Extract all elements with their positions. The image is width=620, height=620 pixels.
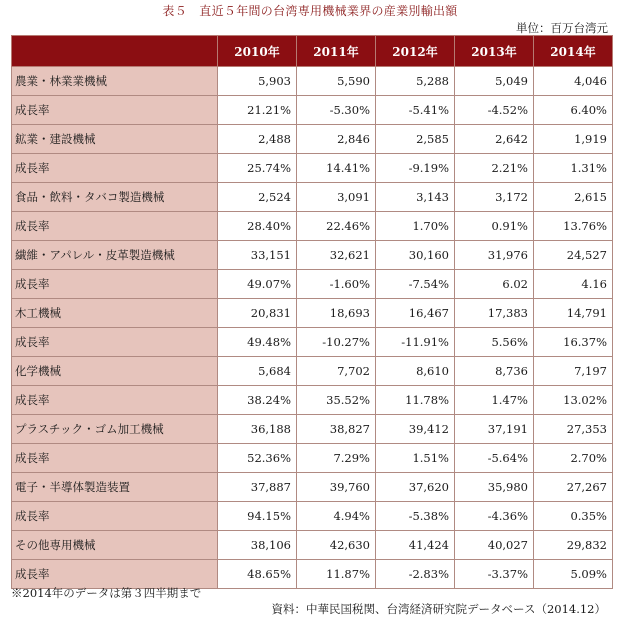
row-label-cell: 化学機械 [12, 357, 218, 386]
header-year-cell: 2013年 [455, 36, 534, 67]
value-cell: 35,980 [455, 473, 534, 502]
unit-label: 単位：百万台湾元 [516, 21, 608, 35]
value-cell: 41,424 [376, 531, 455, 560]
row-label-cell: 成長率 [12, 270, 218, 299]
value-cell: 38,106 [218, 531, 297, 560]
value-cell: -11.91% [376, 328, 455, 357]
value-cell: 37,887 [218, 473, 297, 502]
value-cell: 27,267 [534, 473, 613, 502]
value-cell: -5.64% [455, 444, 534, 473]
value-cell: 32,621 [297, 241, 376, 270]
table-row [12, 96, 613, 125]
row-label-cell: 鉱業・建設機械 [12, 125, 218, 154]
value-cell: 1.51% [376, 444, 455, 473]
row-label-cell: 成長率 [12, 444, 218, 473]
table-row [12, 444, 613, 473]
value-cell: 2,585 [376, 125, 455, 154]
row-label-cell: 繊維・アパレル・皮革製造機械 [12, 241, 218, 270]
value-cell: 11.87% [297, 560, 376, 589]
table-row [12, 473, 613, 502]
value-cell: 2,615 [534, 183, 613, 212]
value-cell: 5,049 [455, 67, 534, 96]
value-cell: 4.16 [534, 270, 613, 299]
value-cell: 40,027 [455, 531, 534, 560]
value-cell: 5,590 [297, 67, 376, 96]
export-table [11, 35, 613, 589]
value-cell: 37,620 [376, 473, 455, 502]
row-label-cell: 成長率 [12, 328, 218, 357]
table-row [12, 531, 613, 560]
row-label-cell: その他専用機械 [12, 531, 218, 560]
value-cell: 36,188 [218, 415, 297, 444]
table-row [12, 154, 613, 183]
value-cell: 42,630 [297, 531, 376, 560]
value-cell: -3.37% [455, 560, 534, 589]
value-cell: 3,143 [376, 183, 455, 212]
row-label-cell: 成長率 [12, 560, 218, 589]
value-cell: 49.07% [218, 270, 297, 299]
value-cell: 5,903 [218, 67, 297, 96]
value-cell: 1,919 [534, 125, 613, 154]
row-label-cell: 木工機械 [12, 299, 218, 328]
value-cell: 2,488 [218, 125, 297, 154]
row-label-cell: 電子・半導体製造装置 [12, 473, 218, 502]
table-row [12, 241, 613, 270]
value-cell: -2.83% [376, 560, 455, 589]
value-cell: 4.94% [297, 502, 376, 531]
table-row [12, 270, 613, 299]
value-cell: 38.24% [218, 386, 297, 415]
table-title: 表５ 直近５年間の台湾専用機械業界の産業別輸出額 [162, 4, 458, 18]
row-label-cell: 成長率 [12, 212, 218, 241]
table-row [12, 299, 613, 328]
value-cell: 94.15% [218, 502, 297, 531]
value-cell: 2,846 [297, 125, 376, 154]
value-cell: 52.36% [218, 444, 297, 473]
value-cell: 2,524 [218, 183, 297, 212]
value-cell: 7,702 [297, 357, 376, 386]
table-row [12, 357, 613, 386]
value-cell: 4,046 [534, 67, 613, 96]
value-cell: 0.35% [534, 502, 613, 531]
value-cell: -4.52% [455, 96, 534, 125]
value-cell: -5.30% [297, 96, 376, 125]
value-cell: 38,827 [297, 415, 376, 444]
value-cell: 24,527 [534, 241, 613, 270]
header-row [12, 36, 613, 67]
table-row [12, 415, 613, 444]
value-cell: 39,412 [376, 415, 455, 444]
value-cell: 13.02% [534, 386, 613, 415]
value-cell: 35.52% [297, 386, 376, 415]
value-cell: 8,610 [376, 357, 455, 386]
value-cell: 39,760 [297, 473, 376, 502]
row-label-cell: 成長率 [12, 502, 218, 531]
value-cell: 21.21% [218, 96, 297, 125]
footnote: ※2014年のデータは第３四半期まで [11, 586, 202, 600]
row-label-cell: 農業・林業業機械 [12, 67, 218, 96]
value-cell: -9.19% [376, 154, 455, 183]
value-cell: 2,642 [455, 125, 534, 154]
value-cell: 1.47% [455, 386, 534, 415]
value-cell: 20,831 [218, 299, 297, 328]
value-cell: -5.41% [376, 96, 455, 125]
value-cell: 48.65% [218, 560, 297, 589]
header-corner-cell [12, 36, 218, 67]
value-cell: 5.09% [534, 560, 613, 589]
value-cell: 1.70% [376, 212, 455, 241]
table-row [12, 328, 613, 357]
value-cell: -1.60% [297, 270, 376, 299]
table-row [12, 125, 613, 154]
value-cell: 11.78% [376, 386, 455, 415]
source-note: 資料：中華民国税関、台湾経済研究院データベース（2014.12） [271, 602, 606, 616]
value-cell: 31,976 [455, 241, 534, 270]
table-row [12, 502, 613, 531]
value-cell: 16,467 [376, 299, 455, 328]
value-cell: 5.56% [455, 328, 534, 357]
value-cell: 14.41% [297, 154, 376, 183]
header-year-cell: 2011年 [297, 36, 376, 67]
value-cell: 7,197 [534, 357, 613, 386]
value-cell: 2.21% [455, 154, 534, 183]
table-row [12, 212, 613, 241]
row-label-cell: プラスチック・ゴム加工機械 [12, 415, 218, 444]
value-cell: 5,684 [218, 357, 297, 386]
table-row [12, 67, 613, 96]
value-cell: 8,736 [455, 357, 534, 386]
value-cell: 2.70% [534, 444, 613, 473]
header-year-cell: 2014年 [534, 36, 613, 67]
value-cell: 18,693 [297, 299, 376, 328]
table-row [12, 183, 613, 212]
row-label-cell: 成長率 [12, 386, 218, 415]
value-cell: 29,832 [534, 531, 613, 560]
header-year-cell: 2010年 [218, 36, 297, 67]
value-cell: 25.74% [218, 154, 297, 183]
value-cell: 7.29% [297, 444, 376, 473]
value-cell: 6.40% [534, 96, 613, 125]
value-cell: 1.31% [534, 154, 613, 183]
value-cell: 33,151 [218, 241, 297, 270]
value-cell: 28.40% [218, 212, 297, 241]
value-cell: -5.38% [376, 502, 455, 531]
row-label-cell: 食品・飲料・タバコ製造機械 [12, 183, 218, 212]
value-cell: 16.37% [534, 328, 613, 357]
table-body [12, 67, 613, 589]
value-cell: -7.54% [376, 270, 455, 299]
value-cell: 37,191 [455, 415, 534, 444]
value-cell: 27,353 [534, 415, 613, 444]
value-cell: 3,091 [297, 183, 376, 212]
value-cell: 13.76% [534, 212, 613, 241]
value-cell: -10.27% [297, 328, 376, 357]
value-cell: 3,172 [455, 183, 534, 212]
value-cell: 30,160 [376, 241, 455, 270]
table-row [12, 386, 613, 415]
header-year-cell: 2012年 [376, 36, 455, 67]
value-cell: 5,288 [376, 67, 455, 96]
value-cell: 0.91% [455, 212, 534, 241]
value-cell: -4.36% [455, 502, 534, 531]
value-cell: 14,791 [534, 299, 613, 328]
row-label-cell: 成長率 [12, 96, 218, 125]
value-cell: 22.46% [297, 212, 376, 241]
value-cell: 6.02 [455, 270, 534, 299]
row-label-cell: 成長率 [12, 154, 218, 183]
value-cell: 17,383 [455, 299, 534, 328]
value-cell: 49.48% [218, 328, 297, 357]
